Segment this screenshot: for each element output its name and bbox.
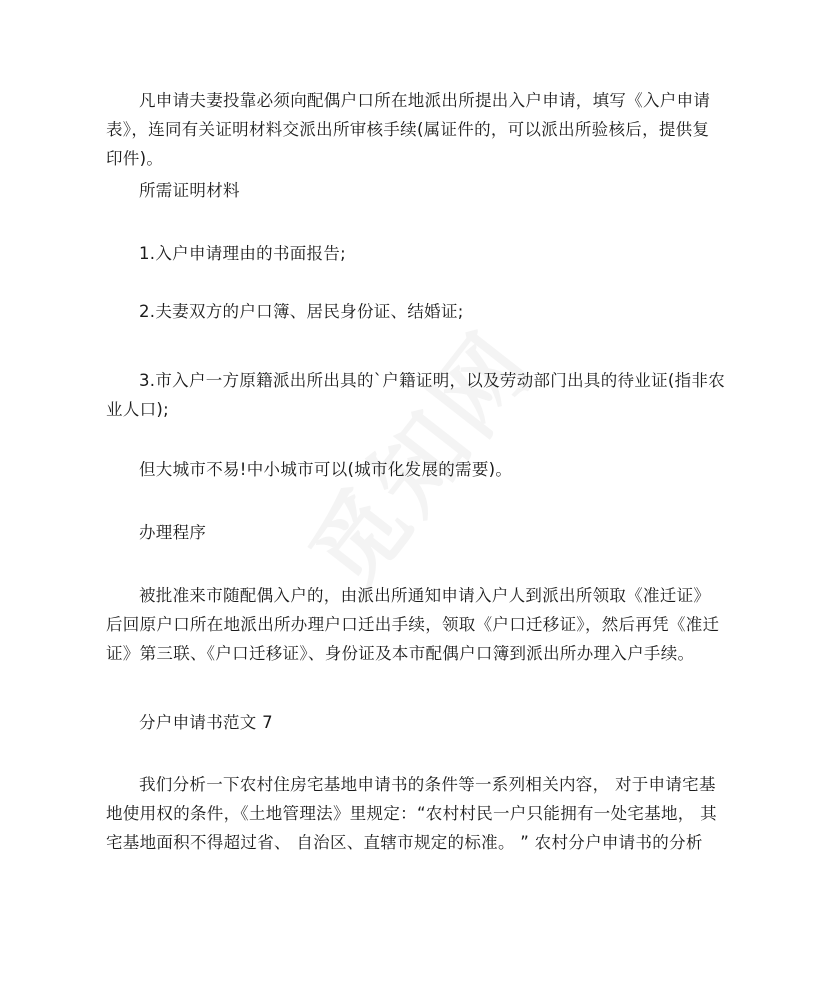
paragraph-intro: 凡申请夫妻投靠必须向配偶户口所在地派出所提出入户申请，填写《入户申请表》，连同有关证明材料交派出所审核手续(属证件的，可以派出所验核后，提供复印件)。 <box>106 91 711 168</box>
list-item: 3.市入户一方原籍派出所出具的`户籍证明，以及劳动部门出具的待业证(指非农业人口); <box>106 371 726 419</box>
paragraph-procedure: 被批准来市随配偶入户的，由派出所通知申请入户人到派出所领取《准迁证》后回原户口所在地派出所办理户口迁出手续，领取《户口迁移证》，然后再凭《准迁证》第三联、《户口迁移证》、身份证及本市配偶户口簿到派出所办理入户手续。 <box>106 586 720 663</box>
heading-required-materials: 所需证明材料 <box>139 181 240 200</box>
list-item: 1.入户申请理由的书面报告; <box>139 244 347 263</box>
paragraph-note: 但大城市不易!中小城市可以(城市化发展的需要)。 <box>139 460 513 479</box>
list-item: 2.夫妻双方的户口簿、居民身份证、结婚证; <box>139 302 464 321</box>
heading-sample-7: 分户申请书范文 7 <box>139 713 273 732</box>
paragraph-analysis: 我们分析一下农村住房宅基地申请书的条件等一系列相关内容， 对于申请宅基地使用权的条件，《土地管理法》里规定：“农村村民一户只能拥有一处宅基地， 其宅基地面积不得超过省、 自治区、直辖市规定的标准。 ” 农村分户申请书的分析 <box>106 775 717 852</box>
heading-procedure: 办理程序 <box>139 523 207 542</box>
